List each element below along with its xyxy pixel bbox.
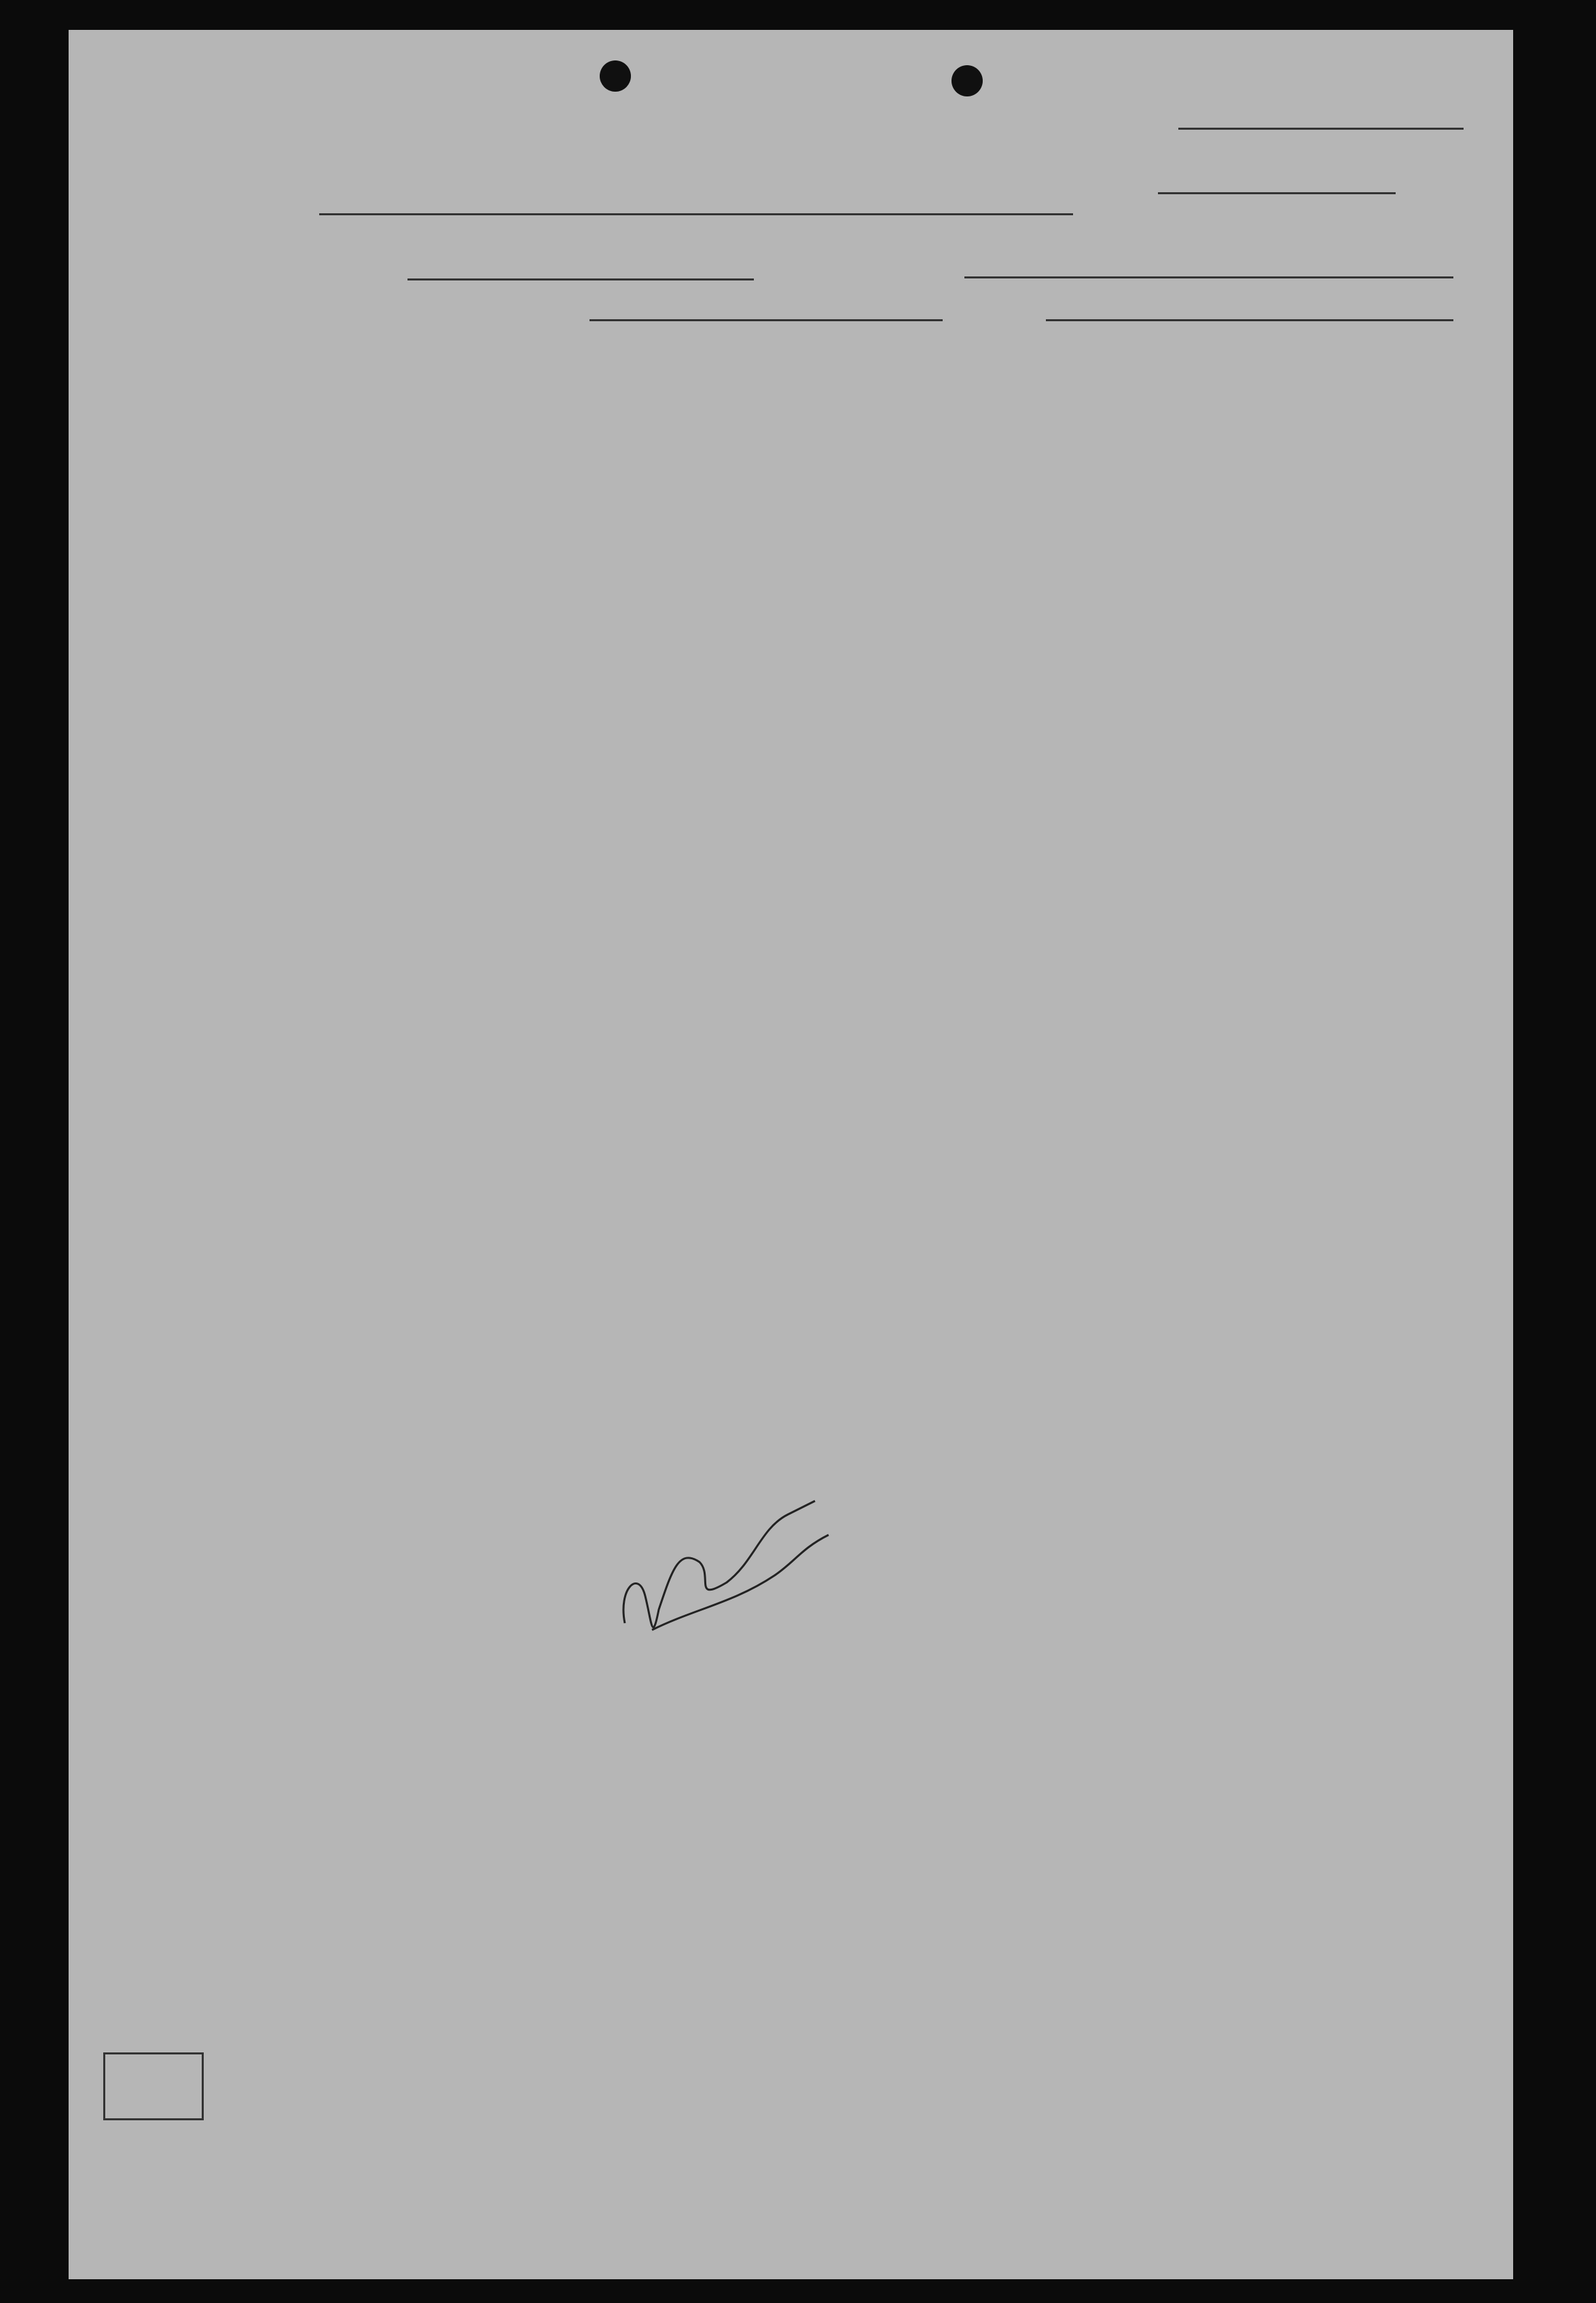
official-signature (611, 1487, 835, 1644)
total-box (103, 2052, 204, 2120)
signature-scribble (611, 1487, 835, 1644)
